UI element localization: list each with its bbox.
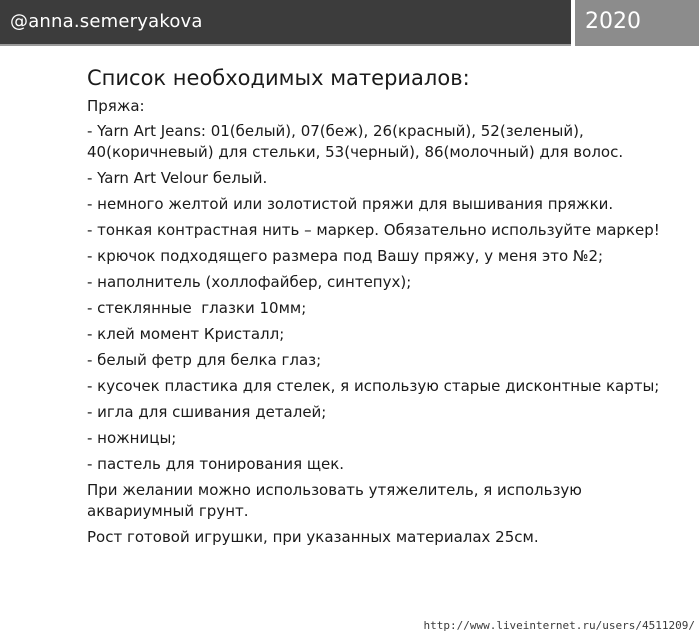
list-item: - Yarn Art Velour белый.: [87, 169, 268, 187]
list-item: - кусочек пластика для стелек, я использую старые дисконтные карты;: [87, 377, 660, 395]
materials-list: [87, 121, 692, 475]
list-item: - Yarn Art Jeans: 01(белый), 07(беж), 26(красный), 52(зеленый), 40(коричневый) для стельки, 53(черный), 86(молочный) для волос.: [87, 122, 624, 161]
weight-note: При желании можно использовать утяжелитель, я использую аквариумный грунт.: [87, 481, 582, 520]
list-item: - наполнитель (холлофайбер, синтепух);: [87, 273, 412, 291]
list-item: - стеклянные глазки 10мм;: [87, 299, 307, 317]
list-item: - клей момент Кристалл;: [87, 325, 285, 343]
list-item: - крючок подходящего размера под Вашу пряжу, у меня это №2;: [87, 247, 604, 265]
header-bar: [0, 0, 699, 46]
materials-content: [87, 64, 692, 553]
source-url-watermark: http://www.liveinternet.ru/users/4511209/: [423, 619, 695, 632]
yarn-heading: Пряжа:: [87, 97, 145, 115]
header-year-panel: [575, 0, 699, 46]
year-label: 2020: [585, 9, 641, 34]
list-item: - пастель для тонирования щек.: [87, 455, 345, 473]
header-handle-panel: [0, 0, 571, 46]
list-item: - ножницы;: [87, 429, 177, 447]
author-handle: @anna.semeryakova: [10, 11, 203, 32]
page-title: Список необходимых материалов:: [87, 66, 470, 90]
height-note: Рост готовой игрушки, при указанных материалах 25см.: [87, 528, 539, 546]
list-item: - белый фетр для белка глаз;: [87, 351, 322, 369]
list-item: - тонкая контрастная нить – маркер. Обязательно используйте маркер!: [87, 221, 660, 239]
list-item: - игла для сшивания деталей;: [87, 403, 327, 421]
list-item: - немного желтой или золотистой пряжи для вышивания пряжки.: [87, 195, 614, 213]
